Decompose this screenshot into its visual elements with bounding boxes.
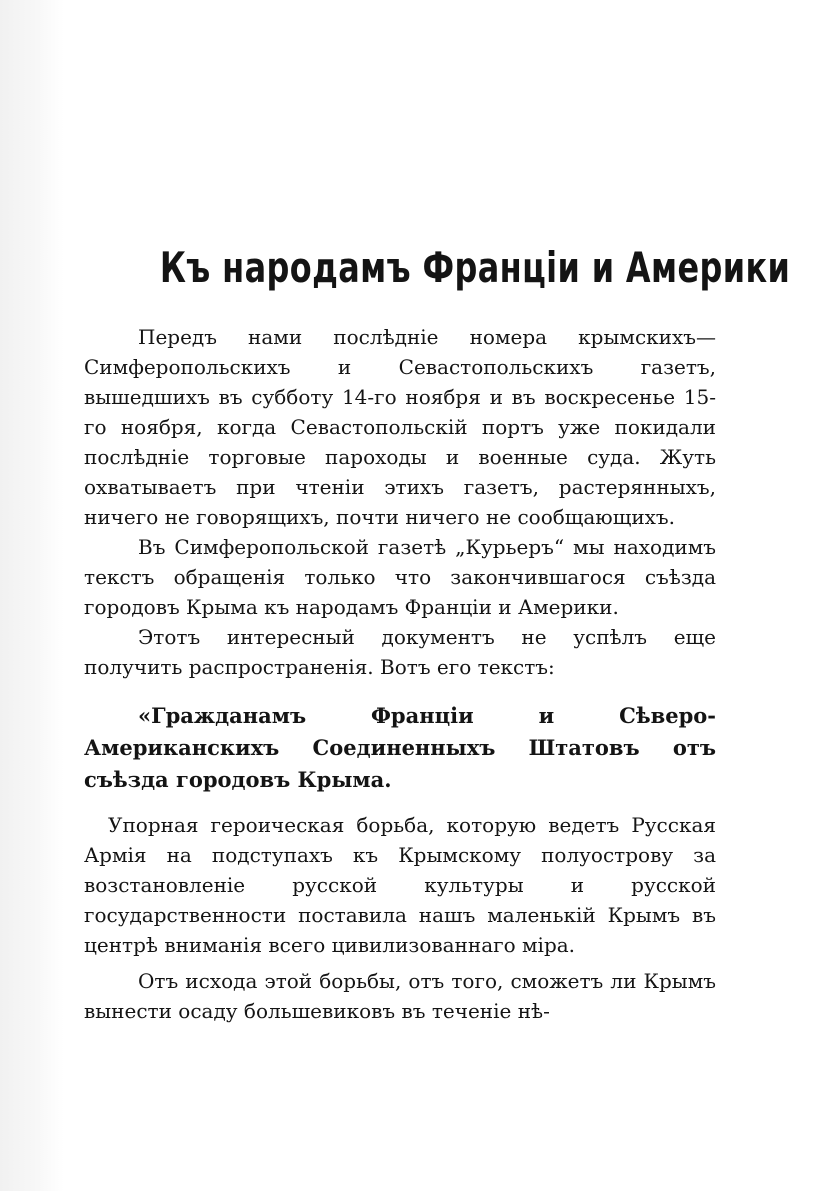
- page-edge-shadow: [0, 0, 64, 1191]
- appeal-paragraph-2: Отъ исхода этой борьбы, отъ того, сможетъ ли Крымъ вынести осаду большевиковъ въ теченіе нѣ-: [84, 969, 716, 1023]
- paragraph-document-note: Этотъ интересный документъ не успѣлъ еще получить распространенія. Вотъ его текстъ:: [84, 625, 716, 679]
- paragraph-intro: Передъ нами послѣдніе номера крымскихъ—Симферопольскихъ и Севастопольскихъ газетъ, вышедшихъ въ субботу 14-го ноября и въ воскресенье 15-го ноября, когда Севастопольскій портъ уже покидали послѣдніе торговые пароходы и военные суда. Жуть охватываетъ при чтеніи этихъ газетъ, растерянныхъ, ничего не говорящихъ, почти ничего не сообщающихъ.: [84, 325, 716, 529]
- paragraph-kurier: Въ Симферопольской газетѣ „Курьеръ“ мы находимъ текстъ обращенія только что закончившагося съѣзда городовъ Крыма къ народамъ Франціи и Америки.: [84, 535, 716, 619]
- article-body: [84, 322, 716, 1026]
- page-title: Къ народамъ Франціи и Америки: [159, 243, 791, 292]
- appeal-heading: «Гражданамъ Франціи и Сѣверо-Американскихъ Соединенныхъ Штатовъ отъ съѣзда городовъ Крыма.: [84, 703, 716, 792]
- appeal-paragraph-1: Упорная героическая борьба, которую ведетъ Русская Армія на подступахъ къ Крымскому полуострову за возстановленіе русской культуры и русской государственности поставила нашъ маленькій Крымъ въ центрѣ вниманія всего цивилизованнаго міра.: [84, 813, 716, 957]
- document-page: [84, 0, 791, 1191]
